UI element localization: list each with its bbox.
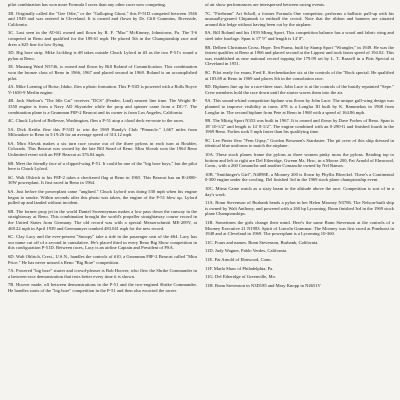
caption-paragraph: 4A. Mike Loening of Boise, Idaho, flies a photo formation. This P-51D is powered with a Rolls Royce V-1650-9 Merlin engine. [8,84,197,95]
caption-paragraph: 6A. Just before the powerplant came "unglued." Chuck Lyford was doing 530 mph when his engine began to smoke. Within seconds after this photo was taken, the engine of the P-51 blew up. Lyford pulled up and landed without incident. [8,189,197,206]
caption-paragraph: 3E. Mustang Ward N5746, is owned and flown by Bill Roland of Commification. This combination won the bronze class of Reno in 1966, 1967 and placed second in 1968. Roland is an accomplished pilot. [8,64,197,81]
caption-paragraph: 4C. Chuck Lyford of Bellevue, Washington, flies a P-51 atop a cloud deck en-route to the races. [8,118,185,124]
caption-paragraph: 3C. Last seen in the AT-6G owned and flown by R. F. "Mac" McKinney, Johnstown, Pa. The T-6 competed in Reno and qualified for the 189.61 mph. He placed 5th in the Championship race and drew a $25 fine for low flying. [8,30,197,47]
caption-paragraph: 7C. "Firebeam" Art Scholl, a former Formula One competitor, performs a ballistic pull-up with his unusually-geared Chipmunk to enthrall the crowd. Note that the ribbon and banners are situated around this ledge without having been cut by the airplane. [205,10,394,27]
caption-paragraph: 11C. Fours and names. Bonn Stevenson, Burbank, California. [205,239,319,245]
caption-paragraph: 7A. Powered "big bore" starter and crowd-pleaser is Bob Hoover, who flew the Shrike Commander in a between-race demonstration that tests better every time it is shown. [8,268,197,279]
caption-paragraph: 6B. The former prop jet in the world Daniel Sweeneyman makes a low pass down the runway in the straightaway at Reno. This combination brought the world's propeller straightaway course record in the United States from Germany. The old record was with a special Messerschmitt ME-209V, at 469.22 mph in April 1939 and Greenamyer cranked 483.041 mph for the new record. [8,208,197,231]
caption-paragraph: 8C. Pilot ready for exam, Fred E. Stechembacher six at the controls of the "Rock special. He qualified at 183.69 at Reno in 1969 and places 5th in the consolation race. [205,69,394,81]
caption-paragraph: 3D. Big bore strip, Mike Lickling is #8 takes outside Chuck Lyford in #3 as the two P-51's round a pylon at Reno. [8,50,197,61]
caption-paragraph: 7B. Hoover made, off between demonstrations in the P-51 and the two-engined Shrike Commander. He handles starts of the "big bore" competition in the P-51 and then also escorted the racers [8,282,197,293]
caption-paragraph: 4B. Jack Shelton's "The Idle Cat" receives "DCS" (Fender, Lind) nearest line time. The Wright R-3350 engine is from a Navy AD Skyraider while the prop and spinner came from a DC-7. The combination plane is a Grumman F8F-2 Bearcat and its owner is from Los Angeles, California. [8,98,197,115]
caption-paragraph: 3B. Originally called the "Gee Odie," or the "Galloping Ghost," this P-51D competed between 1946 and 1949 and was entered in Cleveland. It is owned and flown by Dr. Cliff Cummins, Riverside, California. [8,10,197,27]
caption-paragraph: 11D. Judy Wagner, Pablo Verdes, California. [205,248,288,254]
caption-paragraph: 8D. Biplanes line up for a race-three start. John Luce is at the controls of the hastily repainted "Sepe." Crew members hold the race down until the starter waves them into the air. [205,84,394,95]
caption-paragraph: 11B. Sometimes the girls change their mind. Here's the same Bonn Stevenson at the controls of a Mooney Executive 21 N1983. Spirit of Lincoln Grammar. The Mooney was first raced at Pinehurst in 1948 and at Cleveland in 1969. The powerplant is a Lycoming 10-360. [205,220,394,237]
caption-paragraph: 8A. Bill Roland and his 1959 Mirng Sport. This competition balance has a wood and fabric wing and steel tube fuselage. Span is 17' 9" and length is 14' 8". [205,30,394,41]
caption-paragraph: pilot combination has won more Formula I races than any other racer now competing. [8,2,166,7]
right-column [205,2,394,400]
caption-paragraph: 11A. Bonn Stevenson of Burbank bends a pylon in her Helen Mooney N3786. The Nelson-built ship is owned by Walt Anthony, and powered with a 260 hp Lycoming. Bonn finished 3rd in the 1969 stock plane Championships. [205,200,394,217]
caption-paragraph: 6C. Clay Lacy and the ever-present "Snoopy" take a ride in the passenger seat of the #64. Lacy has our name cut off of a second in cumulative. He's placed third in every Reno Big Show competition in this configuration P-51D. Between races, Lacy is an airline Captain and President of PSA. [8,234,197,251]
caption-paragraph: 11G. Del Etheridge of Greenville, Mo. [205,274,277,280]
left-column [8,2,197,400]
caption-paragraph: 8B. Delbert Christman Cross, Hope. Ten Prams, built by Stamp Sport "Wrangler," in 1949. He was the fastest qualifier at Reno at 1966 and placed second at the Lippest and took faster speed of 194.02. This was established as new national record topping the 179.09 set by L. T. Bussell in a Pitts Special at Cleveland in 1951. [205,44,394,67]
caption-paragraph: of air show performances are interspersed between racing events. [205,2,326,7]
caption-paragraph: 11H. Bonn Stevenson in N3D185 and Mary Knopp in N4651V [205,282,321,288]
caption-paragraph: 10B. "Smithinger's Girl", N4898E, a Mooney 200 is flown by Phyllis Bloeckel. There's a Continental 0-300 engine under the cowling. Del finished 3rd in the 1969 stock plane championship event. [205,171,394,183]
caption-paragraph: 11E. Pat Arnold of Elmwood, Conn. [205,256,272,262]
caption-paragraph: 6B. Meet the friendly face of a clipped-wing P-51. It could be one of the "big bore boys," but the pilot here is Chuck Lyford. [8,160,197,172]
caption-paragraph: 6C. Walt Ohlrich to his F8F-2 takes a checkered flag at Reno in 1965. This Bearcat has an R-2800-30W powerplant. It first raced in Reno in 1964. [8,174,197,186]
caption-paragraph: 6A. Mira Slovak makes a six turn race course out of the three pylons in each turn at Boulder, Colorado. This Bearcat was owned by the late Bill Stead of Reno. Mira Slovak won the 1964 Reno Unlimited event with an F8F Bearcat at 376.84 mph. [8,140,197,158]
caption-paragraph: 9A. This sound-a-kind competition biplane was flown by John Luce. The unique gull-wing design was planned to improve visibility at turns. #78 is a Longlar III built by K. Rammekus in 1968 from Longlar in. The second biplane from Pete at Reno in 1968 with a speed of 164.86 mph. [205,98,394,115]
caption-paragraph: 10A. These stock planes frame the pylons as three women pinky moss the pylons. Reading top to bottom and left to right are Del Etheridge, Gwenn Ms. Hrsc, in a Moose 200, Pat Arnold of Elmwood, Conn., with a 260 Comanche and another Comanche owned by Nel Ramos. [205,152,394,169]
caption-paragraph: 10C. Mirna Caine watch as a sixty beam to the altitude above the race. Competition is sort of in a day's work. [205,186,394,197]
caption-paragraph: 6D. Walt Ohlrich, Crest., U.S.N., handles the controls of #10, a Grumman F8F-2 Bearcat called "Mira Price." He has never missed a Reno "Big Bore" competition. [8,253,197,265]
caption-paragraph: 9C. Lee Pinter flew "Fem Gipsy," Gordon Bowmen's Stardaster. The pit crew of this ship dressed in identical blue uniforms to match the airplane. [205,137,394,149]
caption-paragraph: 11F. Marla Shaw of Philadelphia, Pa. [205,265,274,271]
caption-paragraph: 9B. The Mitrig Sport N353 was built in 1967. It is owned and flown by Dave Forbes of Reno. Span is 18' 10-1/2" and length is 14' 8-1/2". The engine combined with an 0-290-G and finished fourth in the 1969 Reno. Forbes took 5 mph faster than his qualifying time. [205,118,394,135]
caption-paragraph: 5A. Dick Keiths flew this P-51D to win the 1969 Handy's Club "Pinnacle." 1,667 miles from Milwaukee to Reno in 5:19:26 for an average speed of 313.12 mph. [8,126,197,138]
